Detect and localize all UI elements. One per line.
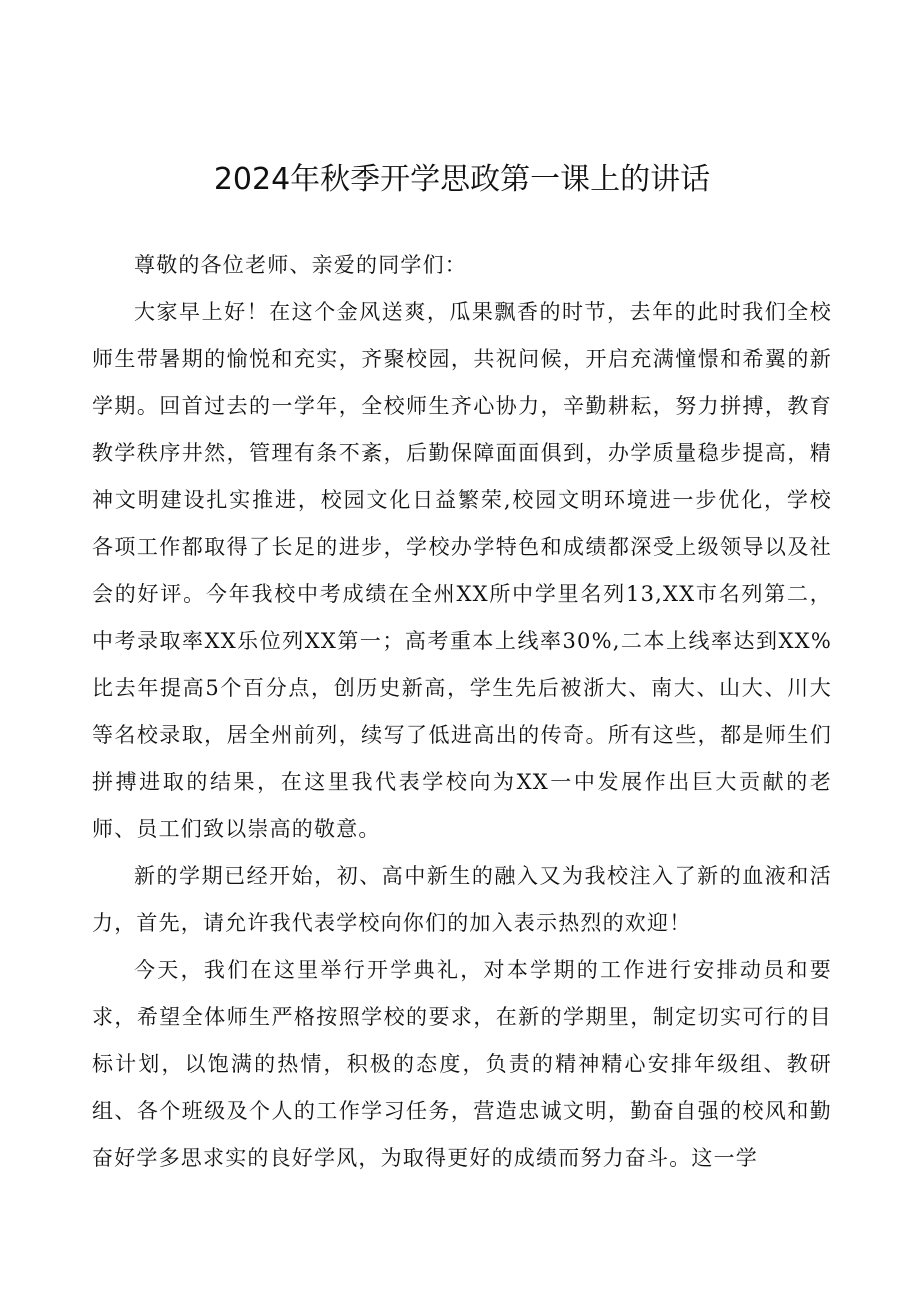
- document-title: 2024年秋季开学思政第一课上的讲话: [213, 162, 711, 197]
- document-body: [92, 242, 832, 1182]
- paragraph-1: 大家早上好！在这个金风送爽，瓜果飘香的时节，去年的此时我们全校师生带暑期的愉悦和充实，齐聚校园，共祝问候，开启充满憧憬和希翼的新学期。回首过去的一学年，全校师生齐心协力，辛勤耕耘，努力拼搏，教育教学秩序井然，管理有条不紊，后勤保障面面俱到，办学质量稳步提高，精神文明建设扎实推进，校园文化日益繁荣,校园文明环境进一步优化，学校各项工作都取得了长足的进步，学校办学特色和成绩都深受上级领导以及社会的好评。今年我校中考成绩在全州XX所中学里名列13,XX市名列第二，中考录取率XX乐位列XX第一；高考重本上线率30%,二本上线率达到XX%比去年提高5个百分点，创历史新高，学生先后被浙大、南大、山大、川大等名校录取，居全州前列，续写了低进高出的传奇。所有这些，都是师生们拼搏进取的结果，在这里我代表学校向为XX一中发展作出巨大贡献的老师、员工们致以崇高的敬意。: [92, 300, 832, 841]
- salutation: 尊敬的各位老师、亲爱的同学们：: [134, 253, 467, 277]
- paragraph-2: 新的学期已经开始，初、高中新生的融入又为我校注入了新的血液和活力，首先，请允许我代表学校向你们的加入表示热烈的欢迎！: [92, 864, 832, 935]
- paragraph-3: 今天，我们在这里举行开学典礼，对本学期的工作进行安排动员和要求，希望全体师生严格按照学校的要求，在新的学期里，制定切实可行的目标计划，以饱满的热情，积极的态度，负责的精神精心安排年级组、教研组、各个班级及个人的工作学习任务，营造忠诚文明，勤奋自强的校风和勤奋好学多思求实的良好学风，为取得更好的成绩而努力奋斗。这一学: [92, 958, 832, 1170]
